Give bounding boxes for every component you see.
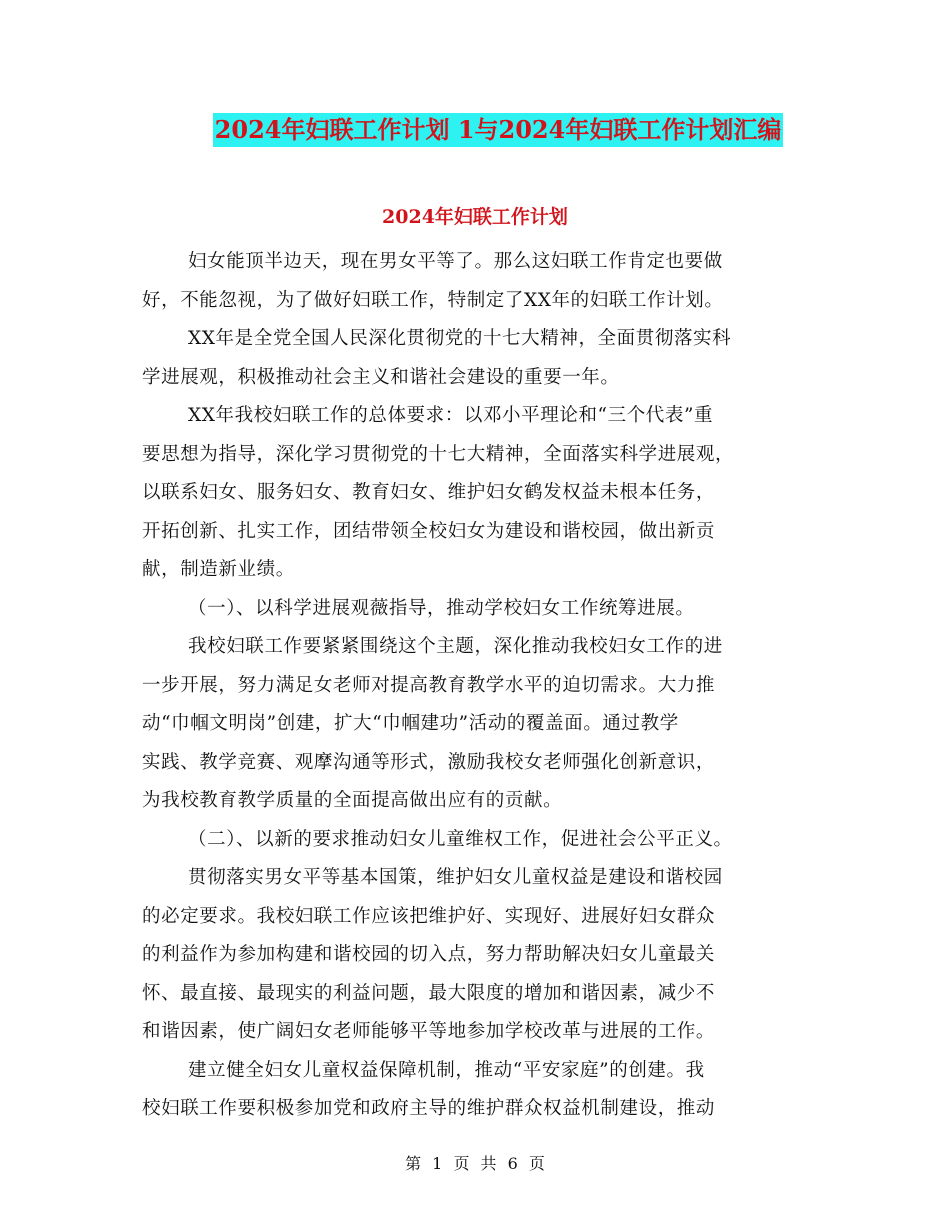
paragraph-line: 要思想为指导，深化学习贯彻党的十七大精神，全面落实科学进展观， bbox=[142, 443, 735, 465]
section-title: 2024年妇联工作计划 bbox=[382, 206, 568, 228]
section-heading: （一）、以科学进展观薇指导，推动学校妇女工作统筹进展。 bbox=[188, 597, 695, 619]
paragraph-line: 的必定要求。我校妇联工作应该把维护好、实现好、进展好妇女群众 bbox=[142, 905, 716, 927]
paragraph-line: 的利益作为参加构建和谐校园的切入点，努力帮助解决妇女儿童最关 bbox=[142, 944, 716, 965]
paragraph-line: 妇女能顶半边天，现在男女平等了。那么这妇联工作肯定也要做 bbox=[188, 251, 723, 272]
paragraph-line: 好，不能忽视，为了做好妇联工作，特制定了XX年的妇联工作计划。 bbox=[142, 289, 724, 311]
paragraph-line: 实践、教学竞赛、观摩沟通等形式，激励我校女老师强化创新意识， bbox=[142, 751, 716, 773]
page-number-footer: 第 1 页 共 6 页 bbox=[405, 1154, 545, 1173]
paragraph-line: 为我校教育教学质量的全面提高做出应有的贡献。 bbox=[142, 790, 563, 811]
paragraph-line: 建立健全妇女儿童权益保障机制，推动“平安家庭”的创建。我 bbox=[188, 1059, 705, 1081]
paragraph-line: XX年是全党全国人民深化贯彻党的十七大精神，全面贯彻落实科 bbox=[188, 328, 732, 349]
paragraph-line: 一步开展，努力满足女老师对提高教育教学水平的迫切需求。大力推 bbox=[142, 674, 716, 696]
main-title-container bbox=[0, 113, 950, 147]
paragraph-line: 和谐因素，使广阔妇女老师能够平等地参加学校改革与进展的工作。 bbox=[142, 1021, 716, 1042]
body-text bbox=[142, 243, 812, 1129]
paragraph-line: 献，制造新业绩。 bbox=[142, 559, 295, 580]
paragraph-line: 校妇联工作要积极参加党和政府主导的维护群众权益机制建设，推动 bbox=[142, 1098, 716, 1119]
paragraph-line: 学进展观，积极推动社会主义和谐社会建设的重要一年。 bbox=[142, 366, 620, 388]
section-heading: （二）、以新的要求推动妇女儿童维权工作，促进社会公平正义。 bbox=[188, 828, 733, 850]
paragraph-line: 以联系妇女、服务妇女、教育妇女、维护妇女鹤发权益未根本任务， bbox=[142, 482, 716, 503]
paragraph-line: 贯彻落实男女平等基本国策，维护妇女儿童权益是建设和谐校园 bbox=[188, 867, 723, 888]
paragraph-line: 怀、最直接、最现实的利益问题，最大限度的增加和谐因素，减少不 bbox=[142, 982, 716, 1004]
paragraph-line: 开拓创新、扎实工作，团结带领全校妇女为建设和谐校园，做出新贡 bbox=[142, 520, 716, 542]
main-title: 2024年妇联工作计划 1与2024年妇联工作计划汇编 bbox=[213, 113, 784, 147]
paragraph-line: 动“巾帼文明岗”创建，扩大“巾帼建功”活动的覆盖面。通过教学 bbox=[142, 713, 679, 734]
paragraph-line: XX年我校妇联工作的总体要求：以邓小平理论和“三个代表”重 bbox=[188, 405, 714, 426]
paragraph-line: 我校妇联工作要紧紧围绕这个主题，深化推动我校妇女工作的进 bbox=[188, 636, 723, 657]
